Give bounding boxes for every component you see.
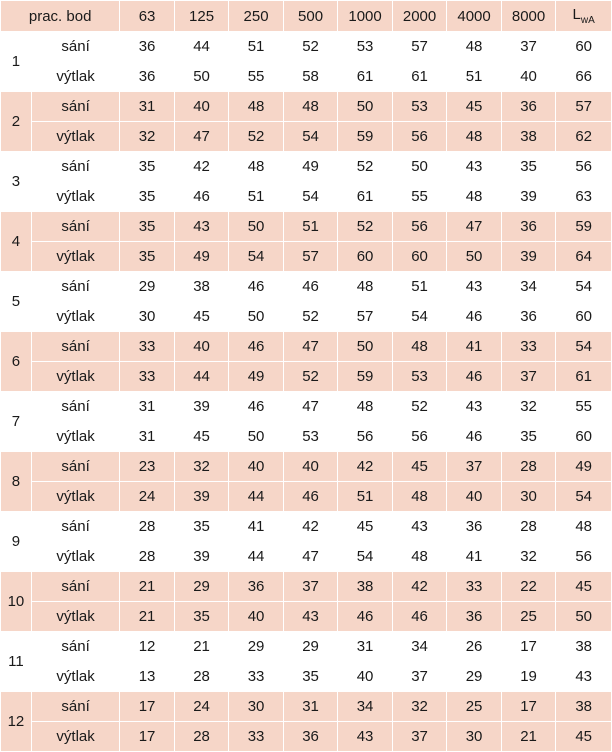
value-cell: 33 [229, 722, 284, 752]
value-cell: 59 [338, 362, 393, 392]
table-row [1, 302, 612, 332]
value-cell: 39 [501, 182, 556, 212]
value-cell: 26 [447, 632, 502, 662]
value-cell-lwa: 66 [556, 62, 612, 92]
measurement-kind-cell: sání [31, 452, 119, 482]
value-cell: 52 [338, 152, 393, 182]
value-cell: 32 [174, 452, 229, 482]
measurement-kind-cell: výtlak [31, 602, 119, 632]
value-cell: 44 [229, 482, 284, 512]
value-cell: 37 [283, 572, 338, 602]
working-point-cell: 8 [1, 452, 32, 512]
measurement-kind-cell: výtlak [31, 122, 119, 152]
value-cell: 32 [120, 122, 175, 152]
value-cell: 41 [229, 512, 284, 542]
value-cell: 48 [392, 482, 447, 512]
value-cell: 31 [338, 632, 393, 662]
measurement-kind-cell: výtlak [31, 302, 119, 332]
value-cell: 48 [447, 122, 502, 152]
value-cell: 31 [120, 92, 175, 122]
value-cell: 45 [447, 92, 502, 122]
value-cell: 32 [501, 392, 556, 422]
value-cell: 56 [392, 212, 447, 242]
value-cell: 50 [174, 62, 229, 92]
value-cell: 23 [120, 452, 175, 482]
value-cell: 51 [283, 212, 338, 242]
value-cell: 53 [392, 92, 447, 122]
value-cell-lwa: 59 [556, 212, 612, 242]
value-cell: 32 [501, 542, 556, 572]
value-cell: 21 [174, 632, 229, 662]
header-band-250: 250 [229, 1, 284, 32]
value-cell: 51 [392, 272, 447, 302]
value-cell: 35 [501, 422, 556, 452]
value-cell: 40 [283, 452, 338, 482]
measurement-kind-cell: výtlak [31, 62, 119, 92]
table-body [1, 1, 612, 752]
value-cell-lwa: 63 [556, 182, 612, 212]
value-cell: 54 [392, 302, 447, 332]
measurement-kind-cell: výtlak [31, 482, 119, 512]
value-cell: 46 [392, 602, 447, 632]
value-cell: 40 [229, 602, 284, 632]
value-cell: 38 [174, 272, 229, 302]
value-cell: 48 [447, 182, 502, 212]
value-cell: 46 [338, 602, 393, 632]
value-cell: 57 [338, 302, 393, 332]
measurement-kind-cell: sání [31, 332, 119, 362]
value-cell: 45 [174, 422, 229, 452]
value-cell: 28 [501, 512, 556, 542]
value-cell-lwa: 60 [556, 302, 612, 332]
value-cell: 55 [229, 62, 284, 92]
measurement-kind-cell: sání [31, 32, 119, 62]
measurement-kind-cell: sání [31, 392, 119, 422]
value-cell: 30 [501, 482, 556, 512]
table-row [1, 542, 612, 572]
header-band-125: 125 [174, 1, 229, 32]
value-cell: 36 [501, 212, 556, 242]
value-cell: 42 [392, 572, 447, 602]
table-row [1, 62, 612, 92]
working-point-cell: 3 [1, 152, 32, 212]
header-band-1000: 1000 [338, 1, 393, 32]
value-cell-lwa: 54 [556, 272, 612, 302]
value-cell: 22 [501, 572, 556, 602]
value-cell: 49 [174, 242, 229, 272]
value-cell: 33 [229, 662, 284, 692]
header-band-500: 500 [283, 1, 338, 32]
measurement-kind-cell: výtlak [31, 362, 119, 392]
value-cell: 34 [392, 632, 447, 662]
value-cell: 54 [229, 242, 284, 272]
value-cell: 28 [120, 512, 175, 542]
header-total-lwa-subscript: wA [580, 15, 595, 26]
value-cell: 30 [120, 302, 175, 332]
working-point-cell: 10 [1, 572, 32, 632]
measurement-kind-cell: výtlak [31, 662, 119, 692]
value-cell: 34 [501, 272, 556, 302]
value-cell: 46 [229, 272, 284, 302]
value-cell: 51 [338, 482, 393, 512]
value-cell: 37 [392, 662, 447, 692]
value-cell: 47 [447, 212, 502, 242]
header-band-4000: 4000 [447, 1, 502, 32]
value-cell-lwa: 48 [556, 512, 612, 542]
table-row [1, 482, 612, 512]
value-cell: 53 [338, 32, 393, 62]
value-cell: 45 [174, 302, 229, 332]
value-cell: 33 [120, 332, 175, 362]
measurement-kind-cell: výtlak [31, 182, 119, 212]
header-total-lwa [556, 1, 612, 32]
header-working-point: prac. bod [1, 1, 120, 32]
value-cell: 41 [447, 332, 502, 362]
value-cell: 21 [120, 602, 175, 632]
measurement-kind-cell: sání [31, 692, 119, 722]
table-row [1, 32, 612, 62]
value-cell: 45 [392, 452, 447, 482]
value-cell: 32 [392, 692, 447, 722]
value-cell: 46 [447, 422, 502, 452]
value-cell-lwa: 55 [556, 392, 612, 422]
table-row [1, 212, 612, 242]
value-cell: 52 [283, 32, 338, 62]
value-cell: 50 [392, 152, 447, 182]
value-cell: 48 [392, 542, 447, 572]
table-row [1, 152, 612, 182]
value-cell: 42 [283, 512, 338, 542]
value-cell: 50 [229, 212, 284, 242]
value-cell: 17 [501, 632, 556, 662]
value-cell: 39 [174, 392, 229, 422]
value-cell-lwa: 50 [556, 602, 612, 632]
working-point-cell: 4 [1, 212, 32, 272]
value-cell: 52 [283, 362, 338, 392]
value-cell: 52 [338, 212, 393, 242]
value-cell: 46 [447, 302, 502, 332]
value-cell-lwa: 38 [556, 632, 612, 662]
header-total-lwa-base: L [572, 6, 581, 23]
value-cell: 53 [392, 362, 447, 392]
value-cell: 43 [174, 212, 229, 242]
value-cell-lwa: 61 [556, 362, 612, 392]
value-cell-lwa: 54 [556, 482, 612, 512]
value-cell: 44 [174, 32, 229, 62]
value-cell: 39 [501, 242, 556, 272]
value-cell: 42 [174, 152, 229, 182]
value-cell: 50 [229, 302, 284, 332]
value-cell: 19 [501, 662, 556, 692]
value-cell: 40 [501, 62, 556, 92]
value-cell: 33 [120, 362, 175, 392]
value-cell: 48 [338, 392, 393, 422]
value-cell: 13 [120, 662, 175, 692]
value-cell: 35 [120, 182, 175, 212]
value-cell: 43 [447, 152, 502, 182]
value-cell: 48 [283, 92, 338, 122]
table-row [1, 362, 612, 392]
value-cell: 25 [501, 602, 556, 632]
value-cell: 48 [229, 92, 284, 122]
value-cell: 52 [283, 302, 338, 332]
value-cell: 47 [283, 542, 338, 572]
value-cell: 50 [229, 422, 284, 452]
value-cell: 29 [447, 662, 502, 692]
working-point-cell: 12 [1, 692, 32, 752]
value-cell: 30 [447, 722, 502, 752]
value-cell: 36 [283, 722, 338, 752]
working-point-cell: 11 [1, 632, 32, 692]
value-cell: 49 [229, 362, 284, 392]
value-cell: 36 [447, 602, 502, 632]
value-cell: 12 [120, 632, 175, 662]
value-cell: 57 [392, 32, 447, 62]
value-cell: 54 [283, 122, 338, 152]
value-cell: 54 [283, 182, 338, 212]
table-row [1, 392, 612, 422]
value-cell: 29 [120, 272, 175, 302]
table-row [1, 272, 612, 302]
value-cell: 51 [229, 182, 284, 212]
value-cell-lwa: 64 [556, 242, 612, 272]
measurement-kind-cell: sání [31, 512, 119, 542]
value-cell: 61 [338, 182, 393, 212]
value-cell: 28 [174, 722, 229, 752]
value-cell-lwa: 62 [556, 122, 612, 152]
value-cell: 60 [392, 242, 447, 272]
value-cell: 38 [501, 122, 556, 152]
value-cell: 41 [447, 542, 502, 572]
table-row [1, 422, 612, 452]
value-cell: 37 [501, 32, 556, 62]
value-cell: 35 [174, 602, 229, 632]
working-point-cell: 2 [1, 92, 32, 152]
value-cell: 29 [174, 572, 229, 602]
value-cell: 43 [392, 512, 447, 542]
value-cell: 40 [229, 452, 284, 482]
value-cell: 47 [283, 392, 338, 422]
value-cell-lwa: 45 [556, 722, 612, 752]
value-cell: 50 [338, 92, 393, 122]
value-cell: 34 [338, 692, 393, 722]
table-row [1, 452, 612, 482]
value-cell: 61 [338, 62, 393, 92]
value-cell: 48 [229, 152, 284, 182]
value-cell: 44 [174, 362, 229, 392]
value-cell: 24 [174, 692, 229, 722]
table-row [1, 512, 612, 542]
value-cell: 17 [501, 692, 556, 722]
value-cell: 33 [501, 332, 556, 362]
table-row [1, 662, 612, 692]
table-row [1, 722, 612, 752]
header-band-8000: 8000 [501, 1, 556, 32]
measurement-kind-cell: sání [31, 572, 119, 602]
measurement-kind-cell: výtlak [31, 722, 119, 752]
value-cell: 60 [338, 242, 393, 272]
value-cell: 21 [120, 572, 175, 602]
value-cell: 53 [283, 422, 338, 452]
working-point-cell: 7 [1, 392, 32, 452]
value-cell: 25 [447, 692, 502, 722]
value-cell: 59 [338, 122, 393, 152]
value-cell: 48 [447, 32, 502, 62]
value-cell: 29 [283, 632, 338, 662]
value-cell: 31 [120, 422, 175, 452]
value-cell: 45 [338, 512, 393, 542]
value-cell: 37 [392, 722, 447, 752]
value-cell: 56 [392, 422, 447, 452]
value-cell: 39 [174, 542, 229, 572]
value-cell-lwa: 60 [556, 32, 612, 62]
value-cell: 36 [120, 62, 175, 92]
value-cell: 21 [501, 722, 556, 752]
working-point-cell: 9 [1, 512, 32, 572]
value-cell: 35 [120, 212, 175, 242]
working-point-cell: 5 [1, 272, 32, 332]
table-row [1, 692, 612, 722]
value-cell: 36 [229, 572, 284, 602]
value-cell: 35 [120, 242, 175, 272]
value-cell: 46 [283, 482, 338, 512]
value-cell: 29 [229, 632, 284, 662]
value-cell: 35 [501, 152, 556, 182]
value-cell: 35 [120, 152, 175, 182]
value-cell: 48 [338, 272, 393, 302]
value-cell: 35 [283, 662, 338, 692]
value-cell: 61 [392, 62, 447, 92]
value-cell: 52 [229, 122, 284, 152]
value-cell: 51 [229, 32, 284, 62]
value-cell: 47 [283, 332, 338, 362]
value-cell: 46 [447, 362, 502, 392]
value-cell: 37 [501, 362, 556, 392]
working-point-cell: 6 [1, 332, 32, 392]
measurement-kind-cell: výtlak [31, 422, 119, 452]
value-cell: 48 [392, 332, 447, 362]
table-row [1, 122, 612, 152]
table-row [1, 92, 612, 122]
value-cell: 50 [338, 332, 393, 362]
value-cell: 40 [338, 662, 393, 692]
value-cell: 42 [338, 452, 393, 482]
value-cell: 36 [501, 92, 556, 122]
measurement-kind-cell: výtlak [31, 242, 119, 272]
value-cell-lwa: 38 [556, 692, 612, 722]
value-cell-lwa: 57 [556, 92, 612, 122]
value-cell: 43 [447, 392, 502, 422]
value-cell-lwa: 49 [556, 452, 612, 482]
value-cell: 44 [229, 542, 284, 572]
value-cell: 54 [338, 542, 393, 572]
value-cell: 17 [120, 692, 175, 722]
value-cell: 46 [283, 272, 338, 302]
value-cell: 46 [229, 332, 284, 362]
table-row [1, 182, 612, 212]
value-cell-lwa: 45 [556, 572, 612, 602]
table-row [1, 332, 612, 362]
value-cell: 43 [447, 272, 502, 302]
value-cell: 39 [174, 482, 229, 512]
value-cell: 49 [283, 152, 338, 182]
value-cell: 46 [174, 182, 229, 212]
value-cell: 33 [447, 572, 502, 602]
value-cell: 37 [447, 452, 502, 482]
measurement-kind-cell: sání [31, 272, 119, 302]
measurement-kind-cell: sání [31, 152, 119, 182]
value-cell-lwa: 56 [556, 152, 612, 182]
value-cell: 56 [338, 422, 393, 452]
measurement-kind-cell: výtlak [31, 542, 119, 572]
table-row [1, 242, 612, 272]
working-point-cell: 1 [1, 32, 32, 92]
header-band-63: 63 [120, 1, 175, 32]
value-cell: 36 [447, 512, 502, 542]
value-cell: 31 [283, 692, 338, 722]
value-cell: 30 [229, 692, 284, 722]
value-cell: 43 [283, 602, 338, 632]
value-cell: 35 [174, 512, 229, 542]
value-cell: 38 [338, 572, 393, 602]
value-cell: 40 [174, 92, 229, 122]
value-cell-lwa: 43 [556, 662, 612, 692]
value-cell: 36 [120, 32, 175, 62]
value-cell-lwa: 54 [556, 332, 612, 362]
value-cell-lwa: 60 [556, 422, 612, 452]
value-cell-lwa: 56 [556, 542, 612, 572]
value-cell: 50 [447, 242, 502, 272]
value-cell: 28 [174, 662, 229, 692]
value-cell: 31 [120, 392, 175, 422]
value-cell: 43 [338, 722, 393, 752]
measurement-kind-cell: sání [31, 92, 119, 122]
value-cell: 57 [283, 242, 338, 272]
value-cell: 28 [501, 452, 556, 482]
value-cell: 58 [283, 62, 338, 92]
table-row [1, 572, 612, 602]
measurement-kind-cell: sání [31, 212, 119, 242]
header-band-2000: 2000 [392, 1, 447, 32]
value-cell: 36 [501, 302, 556, 332]
value-cell: 46 [229, 392, 284, 422]
value-cell: 55 [392, 182, 447, 212]
table-row [1, 632, 612, 662]
value-cell: 24 [120, 482, 175, 512]
value-cell: 56 [392, 122, 447, 152]
value-cell: 28 [120, 542, 175, 572]
value-cell: 52 [392, 392, 447, 422]
table-row [1, 602, 612, 632]
value-cell: 47 [174, 122, 229, 152]
table-header-row [1, 1, 612, 32]
measurement-kind-cell: sání [31, 632, 119, 662]
value-cell: 17 [120, 722, 175, 752]
value-cell: 40 [174, 332, 229, 362]
value-cell: 51 [447, 62, 502, 92]
value-cell: 40 [447, 482, 502, 512]
